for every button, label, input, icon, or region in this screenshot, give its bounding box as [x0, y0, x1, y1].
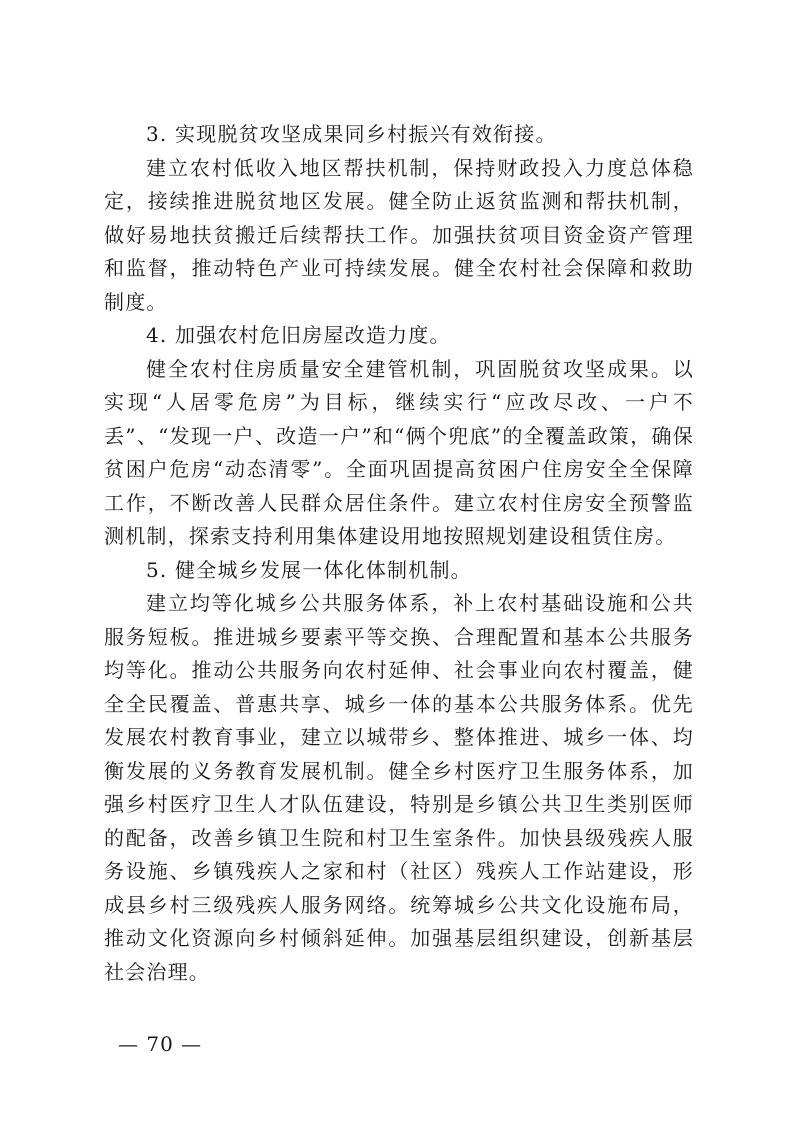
section-paragraph-4: 健全农村住房质量安全建管机制，巩固脱贫攻坚成果。以实现“人居零危房”为目标，继续实行“应改尽改、一户不丢”、“发现一户、改造一户”和“俩个兜底”的全覆盖政策，确保贫困户危房“动态清零”。全面巩固提高贫困户住房安全全保障工作，不断改善人民群众居住条件。建立农村住房安全预警监测机制，探索支持利用集体建设用地按照规划建设租赁住房。	[104, 356, 694, 548]
page-number: — 70 —	[118, 1032, 203, 1056]
section-heading-4: 4. 加强农村危旧房屋改造力度。	[146, 323, 451, 347]
section-paragraph-5: 建立均等化城乡公共服务体系，补上农村基础设施和公共服务短板。推进城乡要素平等交换、合理配置和基本公共服务均等化。推动公共服务向农村延伸、社会事业向农村覆盖，健全全民覆盖、普惠共享、城乡一体的基本公共服务体系。优先发展农村教育事业，建立以城带乡、整体推进、城乡一体、均衡发展的义务教育发展机制。健全乡村医疗卫生服务体系，加强乡村医疗卫生人才队伍建设，特别是乡镇公共卫生类别医师的配备，改善乡镇卫生院和村卫生室条件。加快县级残疾人服务设施、乡镇残疾人之家和村（社区）残疾人工作站建设，形成县乡村三级残疾人服务网络。统筹城乡公共文化设施布局，推动文化资源向乡村倾斜延伸。加强基层组织建设，创新基层社会治理。	[104, 591, 694, 984]
section-paragraph-3: 建立农村低收入地区帮扶机制，保持财政投入力度总体稳定，接续推进脱贫地区发展。健全防止返贫监测和帮扶机制，做好易地扶贫搬迁后续帮扶工作。加强扶贫项目资金资产管理和监督，推动特色产业可持续发展。健全农村社会保障和救助制度。	[104, 155, 694, 314]
document-body	[104, 118, 694, 989]
section-heading-3: 3. 实现脱贫攻坚成果同乡村振兴有效衔接。	[146, 122, 557, 146]
section-heading-5: 5. 健全城乡发展一体化体制机制。	[146, 557, 472, 582]
